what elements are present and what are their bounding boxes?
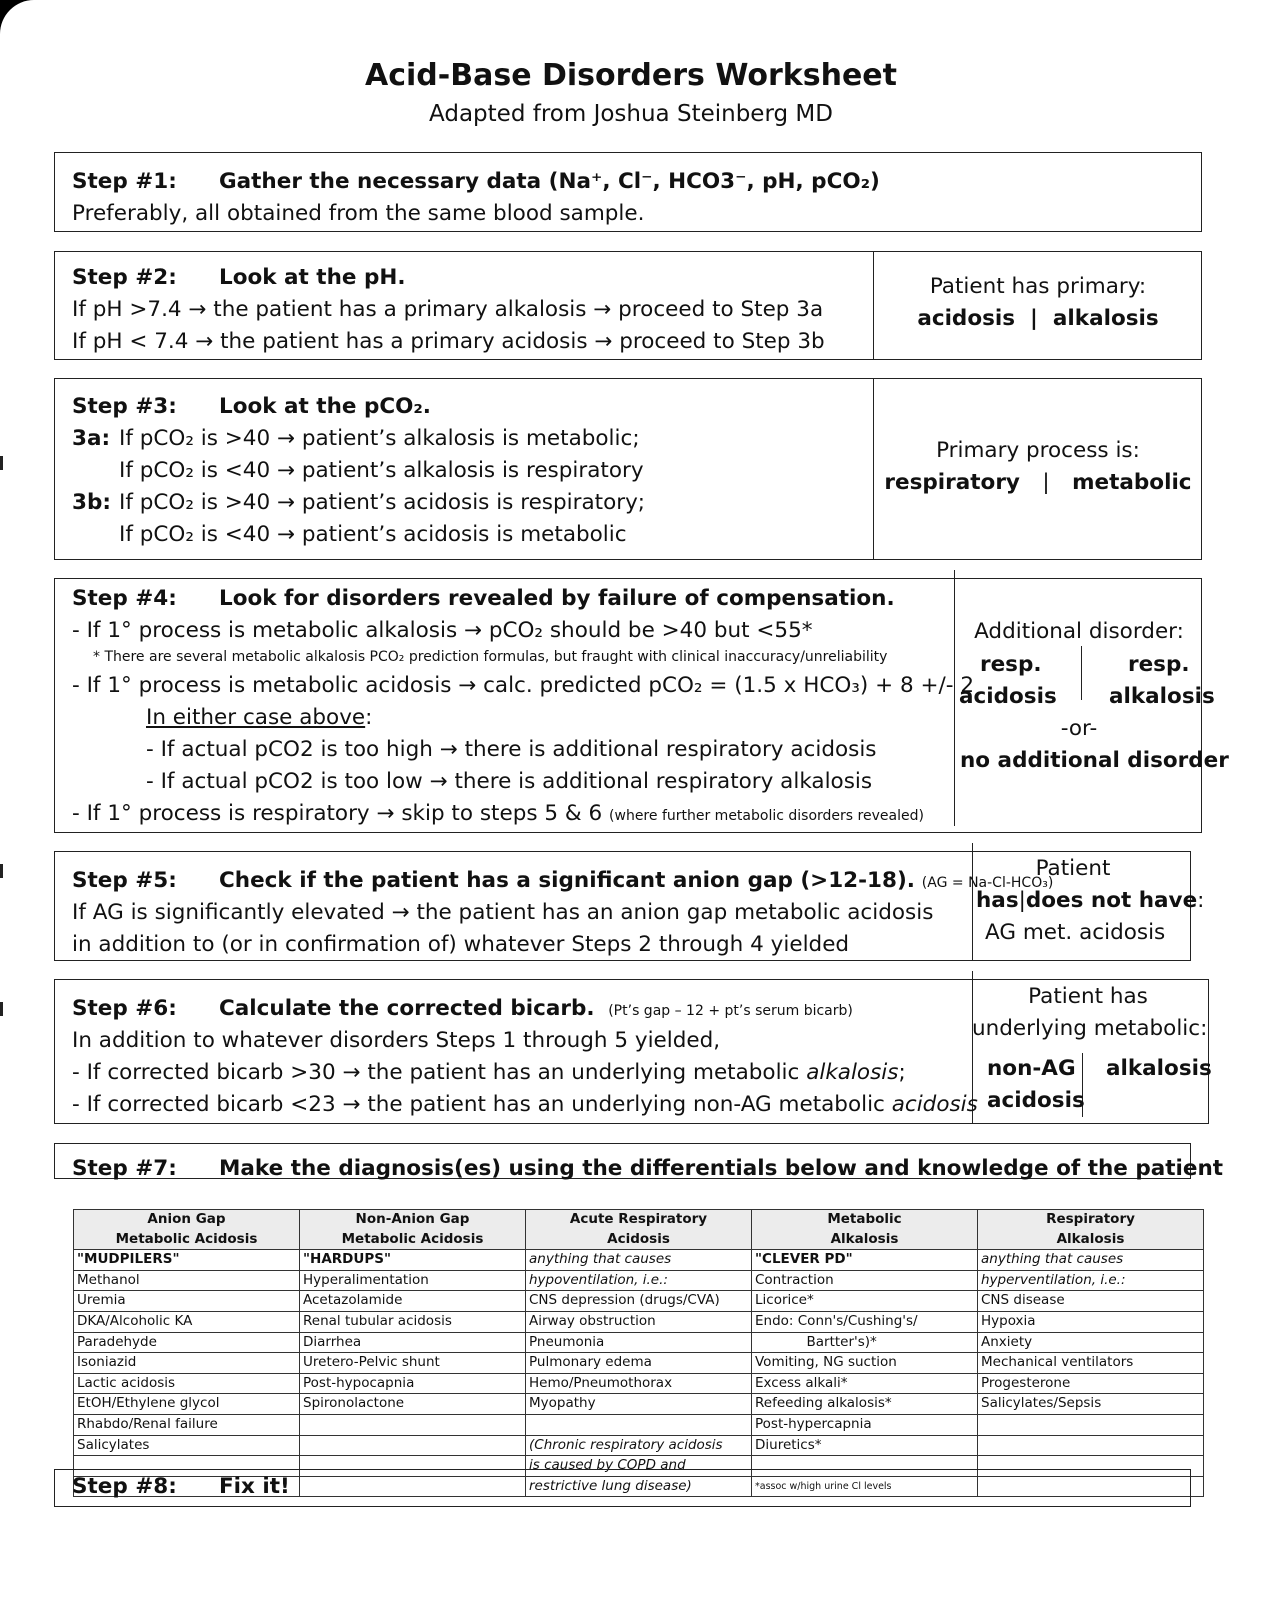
step6-line: In addition to whatever disorders Steps 1 through 5 yielded,: [72, 1028, 721, 1053]
step3-line: If pCO₂ is >40 → patient’s alkalosis is metabolic;: [119, 426, 640, 451]
table-cell: Acetazolamide: [300, 1291, 526, 1312]
table-cell: Diuretics*: [752, 1435, 978, 1456]
page-subtitle: Adapted from Joshua Steinberg MD: [429, 101, 833, 127]
table-cell: CNS disease: [978, 1291, 1204, 1312]
table-cell: Vomiting, NG suction: [752, 1353, 978, 1374]
step3-line: If pCO₂ is <40 → patient’s alkalosis is respiratory: [119, 458, 644, 483]
step4-side-title: Additional disorder:: [974, 619, 1184, 644]
table-row: [74, 1291, 1204, 1312]
col-header-met-alkalosis: Metabolic: [752, 1210, 978, 1230]
step6-line: - If corrected bicarb <23 → the patient has an underlying non-AG metabolic acidosis: [72, 1092, 978, 1117]
col-header-resp-alkalosis: Respiratory: [978, 1210, 1204, 1230]
table-cell: Renal tubular acidosis: [300, 1311, 526, 1332]
table-row: [74, 1414, 1204, 1435]
table-cell: Endo: Conn's/Cushing's/: [752, 1311, 978, 1332]
step3-tag-3a: 3a:: [72, 426, 111, 451]
table-cell: Progesterone: [978, 1373, 1204, 1394]
table-cell: Spironolactone: [300, 1394, 526, 1415]
step4-line: - If 1° process is respiratory → skip to steps 5 & 6 (where further metabolic disorders revealed): [72, 801, 924, 826]
step2-side-title: Patient has primary:: [929, 274, 1147, 299]
table-cell: Isoniazid: [74, 1353, 300, 1374]
step3-label: Step #3:: [72, 394, 177, 419]
table-cell: Excess alkali*: [752, 1373, 978, 1394]
step4-option-resp-acidosis-b[interactable]: acidosis: [959, 684, 1057, 709]
step2-line: If pH >7.4 → the patient has a primary alkalosis → proceed to Step 3a: [72, 297, 824, 322]
col-header-nonag-acidosis: Non-Anion Gap: [300, 1210, 526, 1230]
step4-line3-note: (where further metabolic disorders revealed): [609, 808, 924, 824]
col-subheader: Alkalosis: [752, 1230, 978, 1250]
table-cell: [978, 1414, 1204, 1435]
table-cell: "MUDPILERS": [74, 1250, 300, 1271]
step3-option-metabolic[interactable]: metabolic: [1072, 470, 1192, 495]
step3-side-options: [874, 467, 1202, 499]
option-separator: |: [1018, 888, 1026, 913]
table-cell: "CLEVER PD": [752, 1250, 978, 1271]
step8-label: Step #8:: [72, 1474, 177, 1499]
step4-line: - If 1° process is metabolic alkalosis → pCO₂ should be >40 but <55*: [72, 618, 813, 643]
step5-side-title: Patient: [1035, 856, 1111, 881]
table-row: [74, 1394, 1204, 1415]
step4-option-resp-acidosis-a[interactable]: resp.: [980, 652, 1042, 677]
table-cell: Myopathy: [526, 1394, 752, 1415]
table-cell: [526, 1414, 752, 1435]
step6-line: - If corrected bicarb >30 → the patient has an underlying metabolic alkalosis;: [72, 1060, 906, 1085]
table-cell: (Chronic respiratory acidosis: [526, 1435, 752, 1456]
binding-mark: [0, 456, 3, 470]
page-title: Acid-Base Disorders Worksheet: [365, 58, 897, 93]
table-row: [74, 1332, 1204, 1353]
table-cell: Airway obstruction: [526, 1311, 752, 1332]
table-cell: Salicylates/Sepsis: [978, 1394, 1204, 1415]
step4-option-resp-alkalosis-b[interactable]: alkalosis: [1109, 684, 1215, 709]
step7-heading: Make the diagnosis(es) using the differentials below and knowledge of the patient: [219, 1156, 1224, 1181]
step5-side-options: has|does not have:: [976, 888, 1205, 913]
table-cell: CNS depression (drugs/CVA): [526, 1291, 752, 1312]
table-row: [74, 1373, 1204, 1394]
table-cell: Bartter's)*: [752, 1332, 978, 1353]
table-cell: Mechanical ventilators: [978, 1353, 1204, 1374]
table-cell: [978, 1435, 1204, 1456]
table-cell: restrictive lung disease): [526, 1476, 752, 1497]
step3-heading: Look at the pCO₂.: [219, 394, 431, 419]
table-cell: EtOH/Ethylene glycol: [74, 1394, 300, 1415]
step6-option-alkalosis[interactable]: alkalosis: [1106, 1056, 1212, 1081]
table-cell: is caused by COPD and: [526, 1456, 752, 1477]
step2-line: If pH < 7.4 → the patient has a primary acidosis → proceed to Step 3b: [72, 329, 825, 354]
step4-either-case: In either case above:: [146, 705, 373, 730]
table-cell: DKA/Alcoholic KA: [74, 1311, 300, 1332]
step4-option-none[interactable]: no additional disorder: [960, 748, 1229, 773]
step8-heading: Fix it!: [219, 1474, 290, 1499]
step4-footnote: * There are several metabolic alkalosis PCO₂ prediction formulas, but fraught with clinical inaccuracy/unreliability: [93, 649, 888, 665]
col-header-resp-acidosis: Acute Respiratory: [526, 1210, 752, 1230]
table-cell: [300, 1414, 526, 1435]
step5-option-has[interactable]: has: [976, 888, 1019, 913]
step2-heading: Look at the pH.: [219, 265, 406, 290]
step4-option-resp-alkalosis-a[interactable]: resp.: [1128, 652, 1190, 677]
step5-line: in addition to (or in confirmation of) whatever Steps 2 through 4 yielded: [72, 932, 850, 957]
binding-mark: [0, 864, 3, 878]
step4-line: - If 1° process is metabolic acidosis → calc. predicted pCO₂ = (1.5 x HCO₃) + 8 +/- 2: [72, 673, 975, 698]
table-cell: "HARDUPS": [300, 1250, 526, 1271]
step3-tag-3b: 3b:: [72, 490, 111, 515]
col-subheader: Alkalosis: [978, 1230, 1204, 1250]
table-cell: Hemo/Pneumothorax: [526, 1373, 752, 1394]
step6-heading: Calculate the corrected bicarb. (Pt’s gap – 12 + pt’s serum bicarb): [219, 996, 853, 1021]
step3-option-respiratory[interactable]: respiratory: [884, 470, 1020, 495]
step5-line: If AG is significantly elevated → the patient has an anion gap metabolic acidosis: [72, 900, 934, 925]
table-cell: Anxiety: [978, 1332, 1204, 1353]
step6-side-title2: underlying metabolic:: [972, 1016, 1208, 1041]
step6-option-nonag-b[interactable]: acidosis: [987, 1088, 1085, 1113]
option-separator: |: [1042, 470, 1050, 495]
step2-side-options: [874, 303, 1202, 335]
step5-heading-note: (AG = Na-Cl-HCO₃): [921, 875, 1054, 891]
table-row: [74, 1353, 1204, 1374]
step4-side-or: -or-: [1060, 716, 1098, 741]
step3-line: If pCO₂ is <40 → patient’s acidosis is metabolic: [119, 522, 627, 547]
table-cell: Contraction: [752, 1270, 978, 1291]
table-cell: Hypoxia: [978, 1311, 1204, 1332]
step2-option-acidosis[interactable]: acidosis: [917, 306, 1016, 331]
table-cell: hypoventilation, i.e.:: [526, 1270, 752, 1291]
binding-mark: [0, 1002, 3, 1016]
table-cell: Licorice*: [752, 1291, 978, 1312]
step3-line: If pCO₂ is >40 → patient’s acidosis is respiratory;: [119, 490, 646, 515]
table-cell: [300, 1435, 526, 1456]
table-cell: hyperventilation, i.e.:: [978, 1270, 1204, 1291]
step4-side-separator: [1081, 646, 1082, 700]
step4-subline: - If actual pCO2 is too low → there is additional respiratory alkalosis: [146, 769, 873, 794]
step2-option-alkalosis[interactable]: alkalosis: [1052, 306, 1159, 331]
step4-heading: Look for disorders revealed by failure of compensation.: [219, 586, 895, 611]
option-separator: |: [1030, 306, 1038, 331]
step5-option-does-not-have[interactable]: does not have: [1025, 888, 1198, 913]
table-row: [74, 1270, 1204, 1291]
step6-side-title: Patient has: [1028, 984, 1148, 1009]
step5-label: Step #5:: [72, 868, 177, 893]
table-cell: Post-hypercapnia: [752, 1414, 978, 1435]
col-subheader: Acidosis: [526, 1230, 752, 1250]
table-cell: Hyperalimentation: [300, 1270, 526, 1291]
step6-label: Step #6:: [72, 996, 177, 1021]
step4-subline: - If actual pCO2 is too high → there is additional respiratory acidosis: [146, 737, 877, 762]
table-cell: anything that causes: [526, 1250, 752, 1271]
col-subheader: Metabolic Acidosis: [300, 1230, 526, 1250]
table-cell: anything that causes: [978, 1250, 1204, 1271]
table-row: [74, 1250, 1204, 1271]
table-cell: Diarrhea: [300, 1332, 526, 1353]
step5-side-sub: AG met. acidosis: [985, 920, 1166, 945]
step6-option-nonag-a[interactable]: non-AG: [987, 1056, 1076, 1081]
table-cell: Rhabdo/Renal failure: [74, 1414, 300, 1435]
table-cell: Salicylates: [74, 1435, 300, 1456]
step1-label: Step #1:: [72, 169, 177, 194]
table-cell: Refeeding alkalosis*: [752, 1394, 978, 1415]
step1-heading: Gather the necessary data (Na⁺, Cl⁻, HCO3⁻, pH, pCO₂): [219, 169, 880, 194]
table-cell: Methanol: [74, 1270, 300, 1291]
table-cell: Paradehyde: [74, 1332, 300, 1353]
table-row: [74, 1311, 1204, 1332]
step5-heading: Check if the patient has a significant anion gap (>12-18). (AG = Na-Cl-HCO₃): [219, 868, 1054, 893]
table-cell: Uretero-Pelvic shunt: [300, 1353, 526, 1374]
table-row: [74, 1435, 1204, 1456]
step1-line: Preferably, all obtained from the same blood sample.: [72, 201, 645, 226]
table-cell: Post-hypocapnia: [300, 1373, 526, 1394]
table-cell: Pneumonia: [526, 1332, 752, 1353]
step2-label: Step #2:: [72, 265, 177, 290]
step3-side-title: Primary process is:: [936, 438, 1140, 463]
col-subheader: Metabolic Acidosis: [74, 1230, 300, 1250]
col-header-ag-acidosis: Anion Gap: [74, 1210, 300, 1230]
step4-label: Step #4:: [72, 586, 177, 611]
table-cell: Lactic acidosis: [74, 1373, 300, 1394]
table-cell: Uremia: [74, 1291, 300, 1312]
step7-label: Step #7:: [72, 1156, 177, 1181]
differentials-table: [73, 1209, 1204, 1497]
step6-heading-note: (Pt’s gap – 12 + pt’s serum bicarb): [608, 1003, 853, 1019]
table-cell: *assoc w/high urine Cl levels: [752, 1476, 978, 1497]
table-cell: Pulmonary edema: [526, 1353, 752, 1374]
